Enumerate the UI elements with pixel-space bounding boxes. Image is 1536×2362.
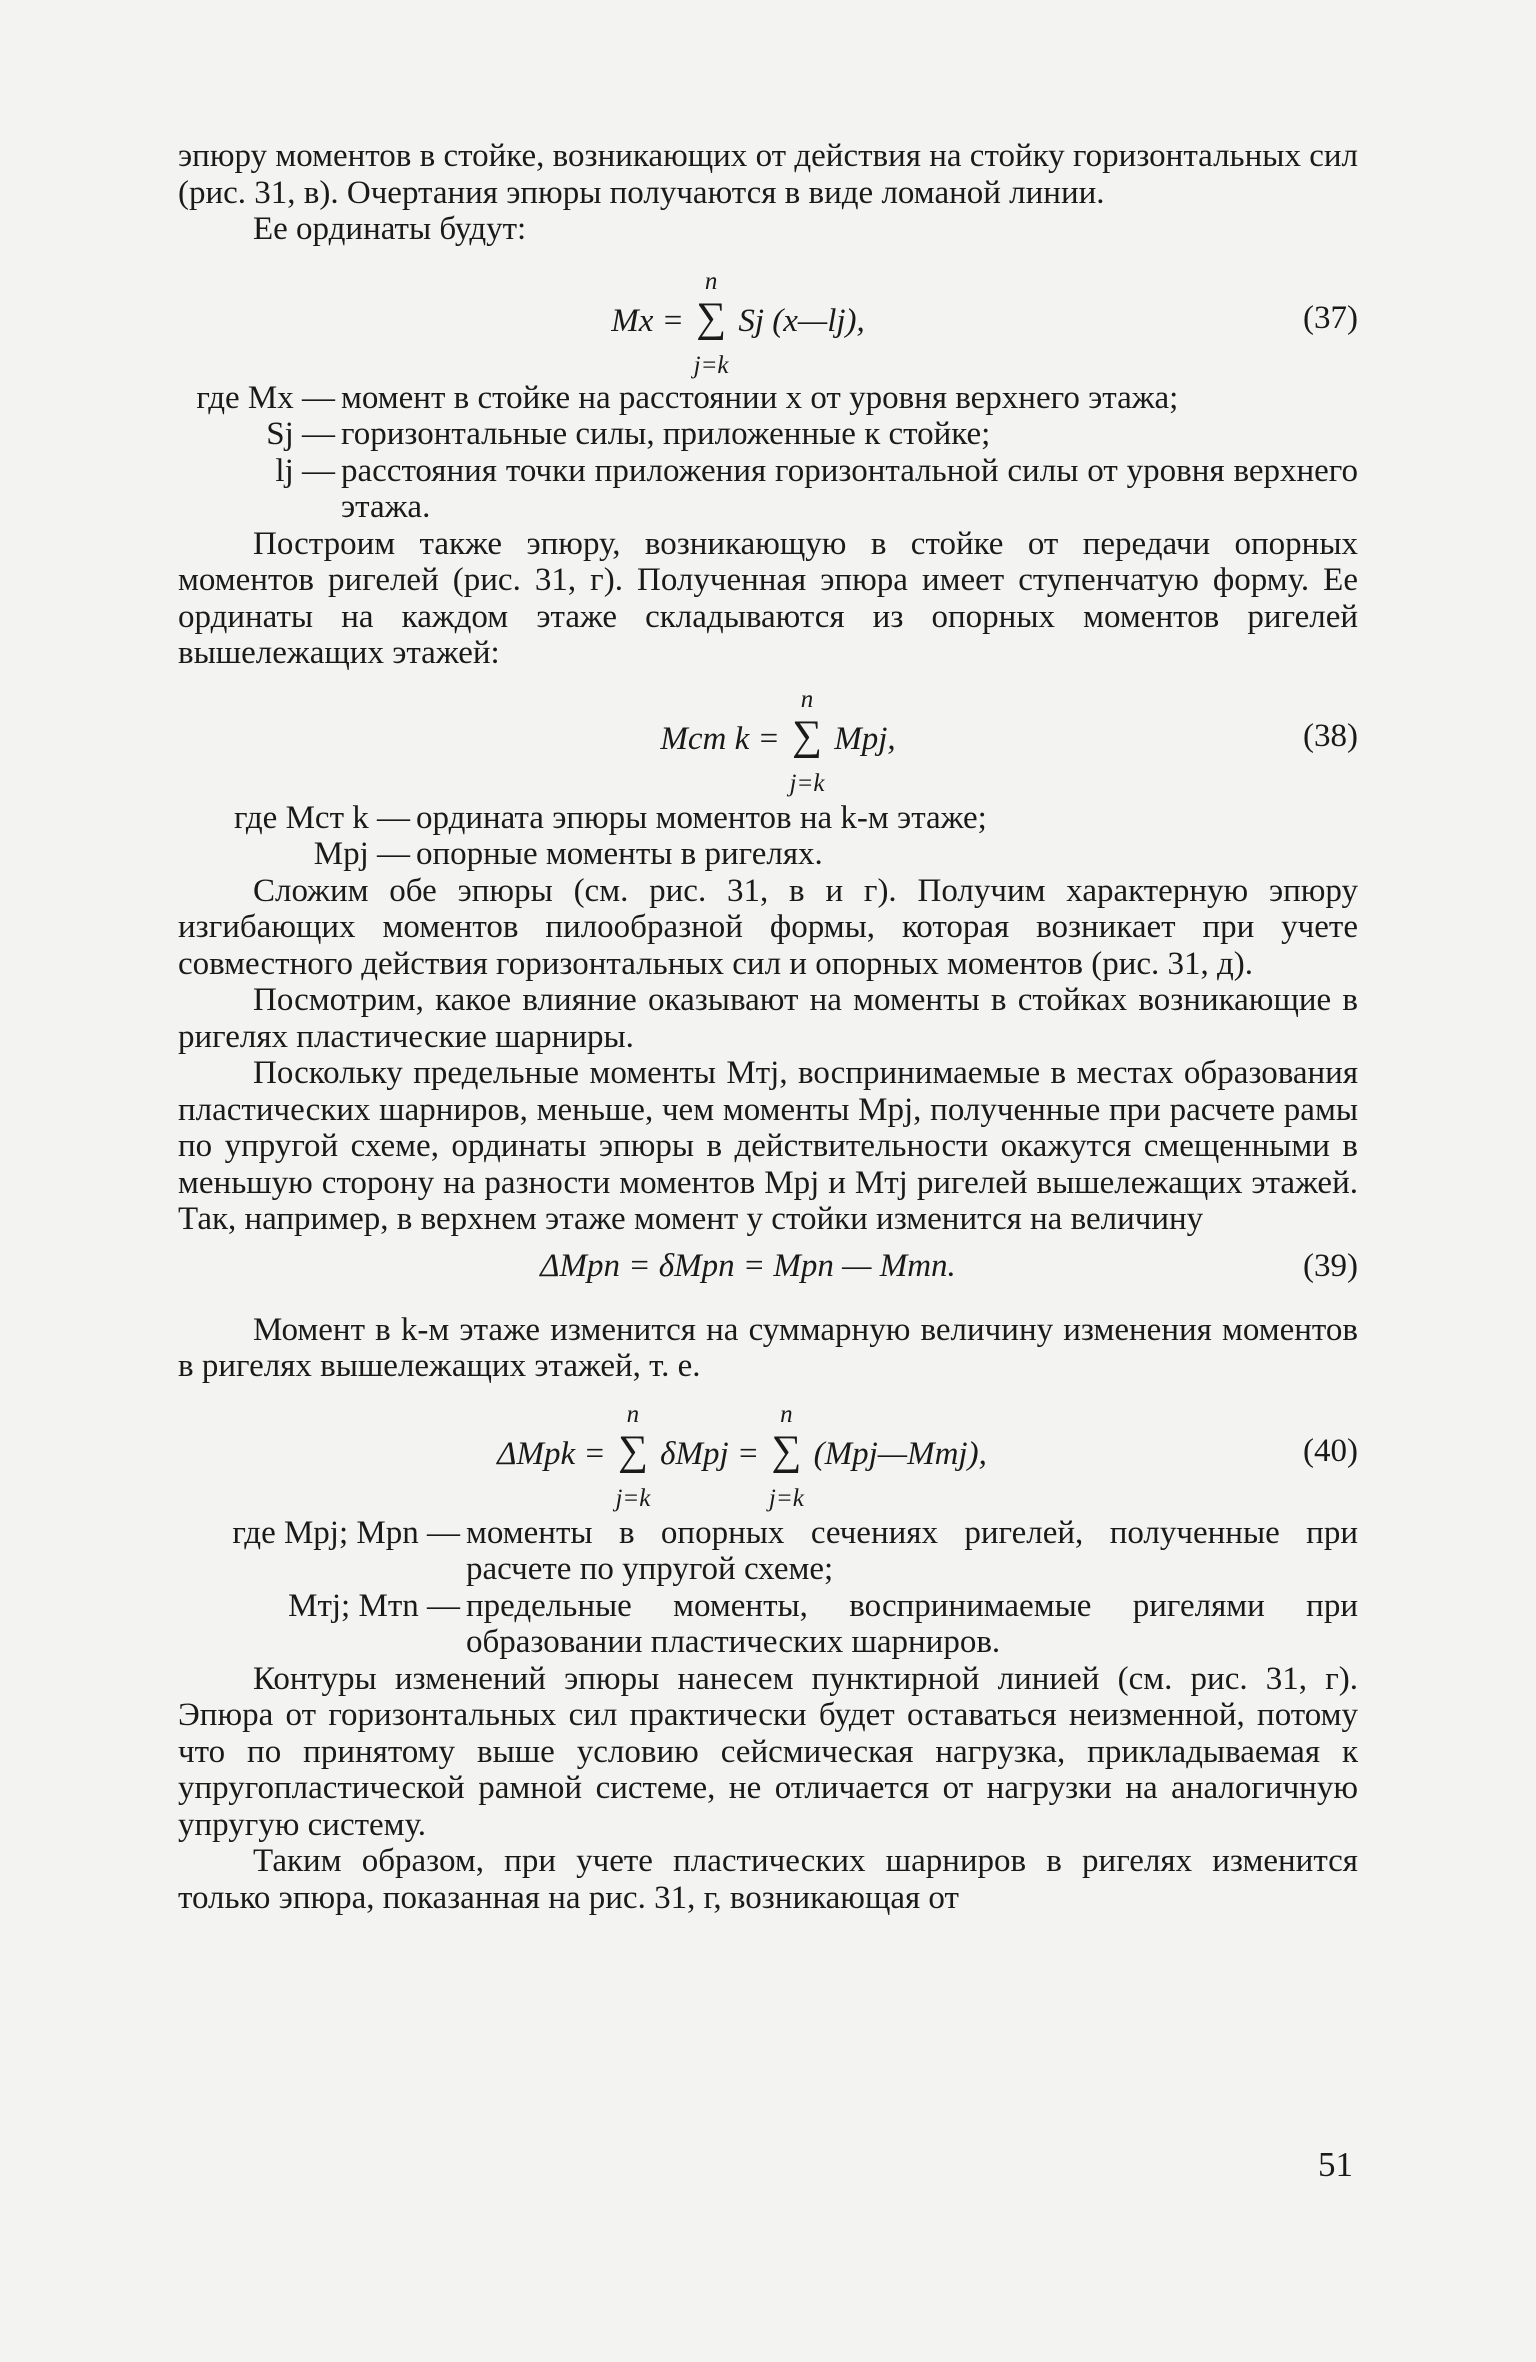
- def-text: предельные моменты, воспринимаемые ригелями при образовании пластических шарниров.: [466, 1587, 1358, 1660]
- def-symbol: Mтj; Mтn —: [288, 1587, 460, 1624]
- eq40-lhs: ΔMpk =: [497, 1435, 606, 1472]
- definition-row: [178, 836, 1358, 873]
- definitions-1: [178, 380, 1358, 526]
- sum-symbol: ∑ n j=k: [792, 718, 822, 755]
- page-number: 51: [1318, 2145, 1353, 2184]
- paragraph-1: эпюру моментов в стойке, возникающих от действия на стойку горизонтальных сил (рис. 31, в). Очертания эпюры получаются в виде ломаной линии.: [178, 138, 1358, 211]
- sum-symbol: ∑ n j=k: [696, 300, 726, 337]
- equation-40: [178, 1385, 1358, 1512]
- eq40-number: (40): [1303, 1432, 1358, 1469]
- eq38-sum-bottom: j=k: [789, 769, 825, 797]
- paragraph-4: Сложим обе эпюры (см. рис. 31, в и г). Получим характерную эпюру изгибающих моментов пилообразной формы, которая возникает при учете совместного действия горизонтальных сил и опорных моментов (рис. 31, д).: [178, 872, 1358, 982]
- eq38-body: Mpj,: [834, 720, 896, 757]
- definition-row: [178, 1515, 1358, 1588]
- eq40-body: (Mpj—Mтj),: [813, 1435, 987, 1472]
- sum-symbol: ∑ n j=k: [618, 1433, 648, 1470]
- eq38-number: (38): [1303, 717, 1358, 754]
- paragraph-9: Таким образом, при учете пластических шарниров в ригелях изменится только эпюра, показанная на рис. 31, г, возникающая от: [178, 1843, 1358, 1916]
- definition-row: [178, 1588, 1358, 1661]
- equation-37: [178, 248, 1358, 379]
- paragraph-8: Контуры изменений эпюры нанесем пунктирной линией (см. рис. 31, г). Эпюра от горизонтальных сил практически будет оставаться неизменной, потому что по принятому выше условию сейсмическая нагрузка, прикладываемая к упругопластической рамной системе, не отличается от нагрузки на аналогичную упругую систему.: [178, 1660, 1358, 1843]
- paragraph-5: Посмотрим, какое влияние оказывают на моменты в стойках возникающие в ригелях пластические шарниры.: [178, 982, 1358, 1055]
- def-symbol: Mpj —: [313, 836, 410, 872]
- paragraph-3: Построим также эпюру, возникающую в стойке от передачи опорных моментов ригелей (рис. 31, г). Полученная эпюра имеет ступенчатую форму. Ее ординаты на каждом этаже складываются из опорных моментов ригелей вышележащих этажей:: [178, 525, 1358, 671]
- eq37-lhs: Mx =: [611, 302, 684, 339]
- eq39-body: ΔMpn = δMpn = Mpn — Mтn.: [540, 1247, 956, 1284]
- def-symbol: где Mст k —: [234, 799, 410, 836]
- definitions-2: [178, 800, 1358, 873]
- def-text: моменты в опорных сечениях ригелей, полученные при расчете по упругой схеме;: [466, 1514, 1358, 1587]
- eq40-sum-bottom: j=k: [615, 1484, 651, 1512]
- eq37-sum-bottom: j=k: [693, 351, 729, 379]
- def-symbol: где Mx —: [196, 379, 335, 416]
- body-text: [178, 138, 1358, 1916]
- paragraph-6: Поскольку предельные моменты Mтj, воспринимаемые в местах образования пластических шарниров, меньше, чем моменты Mpj, полученные при расчете рамы по упругой схеме, ординаты эпюры в действительности окажутся смещенными в меньшую сторону на разности моментов Mpj и Mтj ригелей вышележащих этажей. Так, например, в верхнем этаже момент у стойки изменится на величину: [178, 1055, 1358, 1237]
- def-text: момент в стойке на расстоянии x от уровня верхнего этажа;: [341, 379, 1179, 416]
- eq40-sum-top: n: [626, 1400, 640, 1428]
- eq40-sum2-top: n: [780, 1400, 793, 1428]
- def-symbol: где Mpj; Mpn —: [232, 1514, 460, 1551]
- definition-row: [178, 453, 1358, 526]
- equation-39: [178, 1238, 1358, 1300]
- def-text: опорные моменты в ригелях.: [416, 836, 823, 872]
- eq38-lhs: Mст k =: [660, 720, 780, 757]
- sum-symbol: ∑ n j=k: [771, 1433, 801, 1470]
- def-text: расстояния точки приложения горизонтальной силы от уровня верхнего этажа.: [341, 452, 1358, 525]
- definition-row: [178, 800, 1358, 837]
- eq40-sum2-bottom: j=k: [768, 1484, 804, 1512]
- eq40-mid: δMpj =: [660, 1435, 760, 1472]
- eq39-number: (39): [1303, 1247, 1358, 1284]
- paragraph-2: Ее ординаты будут:: [253, 211, 527, 247]
- eq37-body: Sj (x—lj),: [738, 302, 865, 339]
- definitions-3: [178, 1515, 1358, 1661]
- paragraph-7: Момент в k-м этаже изменится на суммарную величину изменения моментов в ригелях вышележащих этажей, т. е.: [178, 1311, 1358, 1384]
- def-text: горизонтальные силы, приложенные к стойке;: [341, 416, 991, 452]
- equation-38: [178, 672, 1358, 797]
- definition-row: [178, 416, 1358, 453]
- def-symbol: lj —: [275, 452, 335, 489]
- eq37-sum-top: n: [704, 267, 718, 295]
- def-text: ордината эпюры моментов на k-м этаже;: [416, 799, 987, 836]
- definition-row: [178, 380, 1358, 417]
- eq37-number: (37): [1303, 299, 1358, 336]
- eq38-sum-top: n: [800, 685, 814, 713]
- def-symbol: Sj —: [266, 416, 335, 452]
